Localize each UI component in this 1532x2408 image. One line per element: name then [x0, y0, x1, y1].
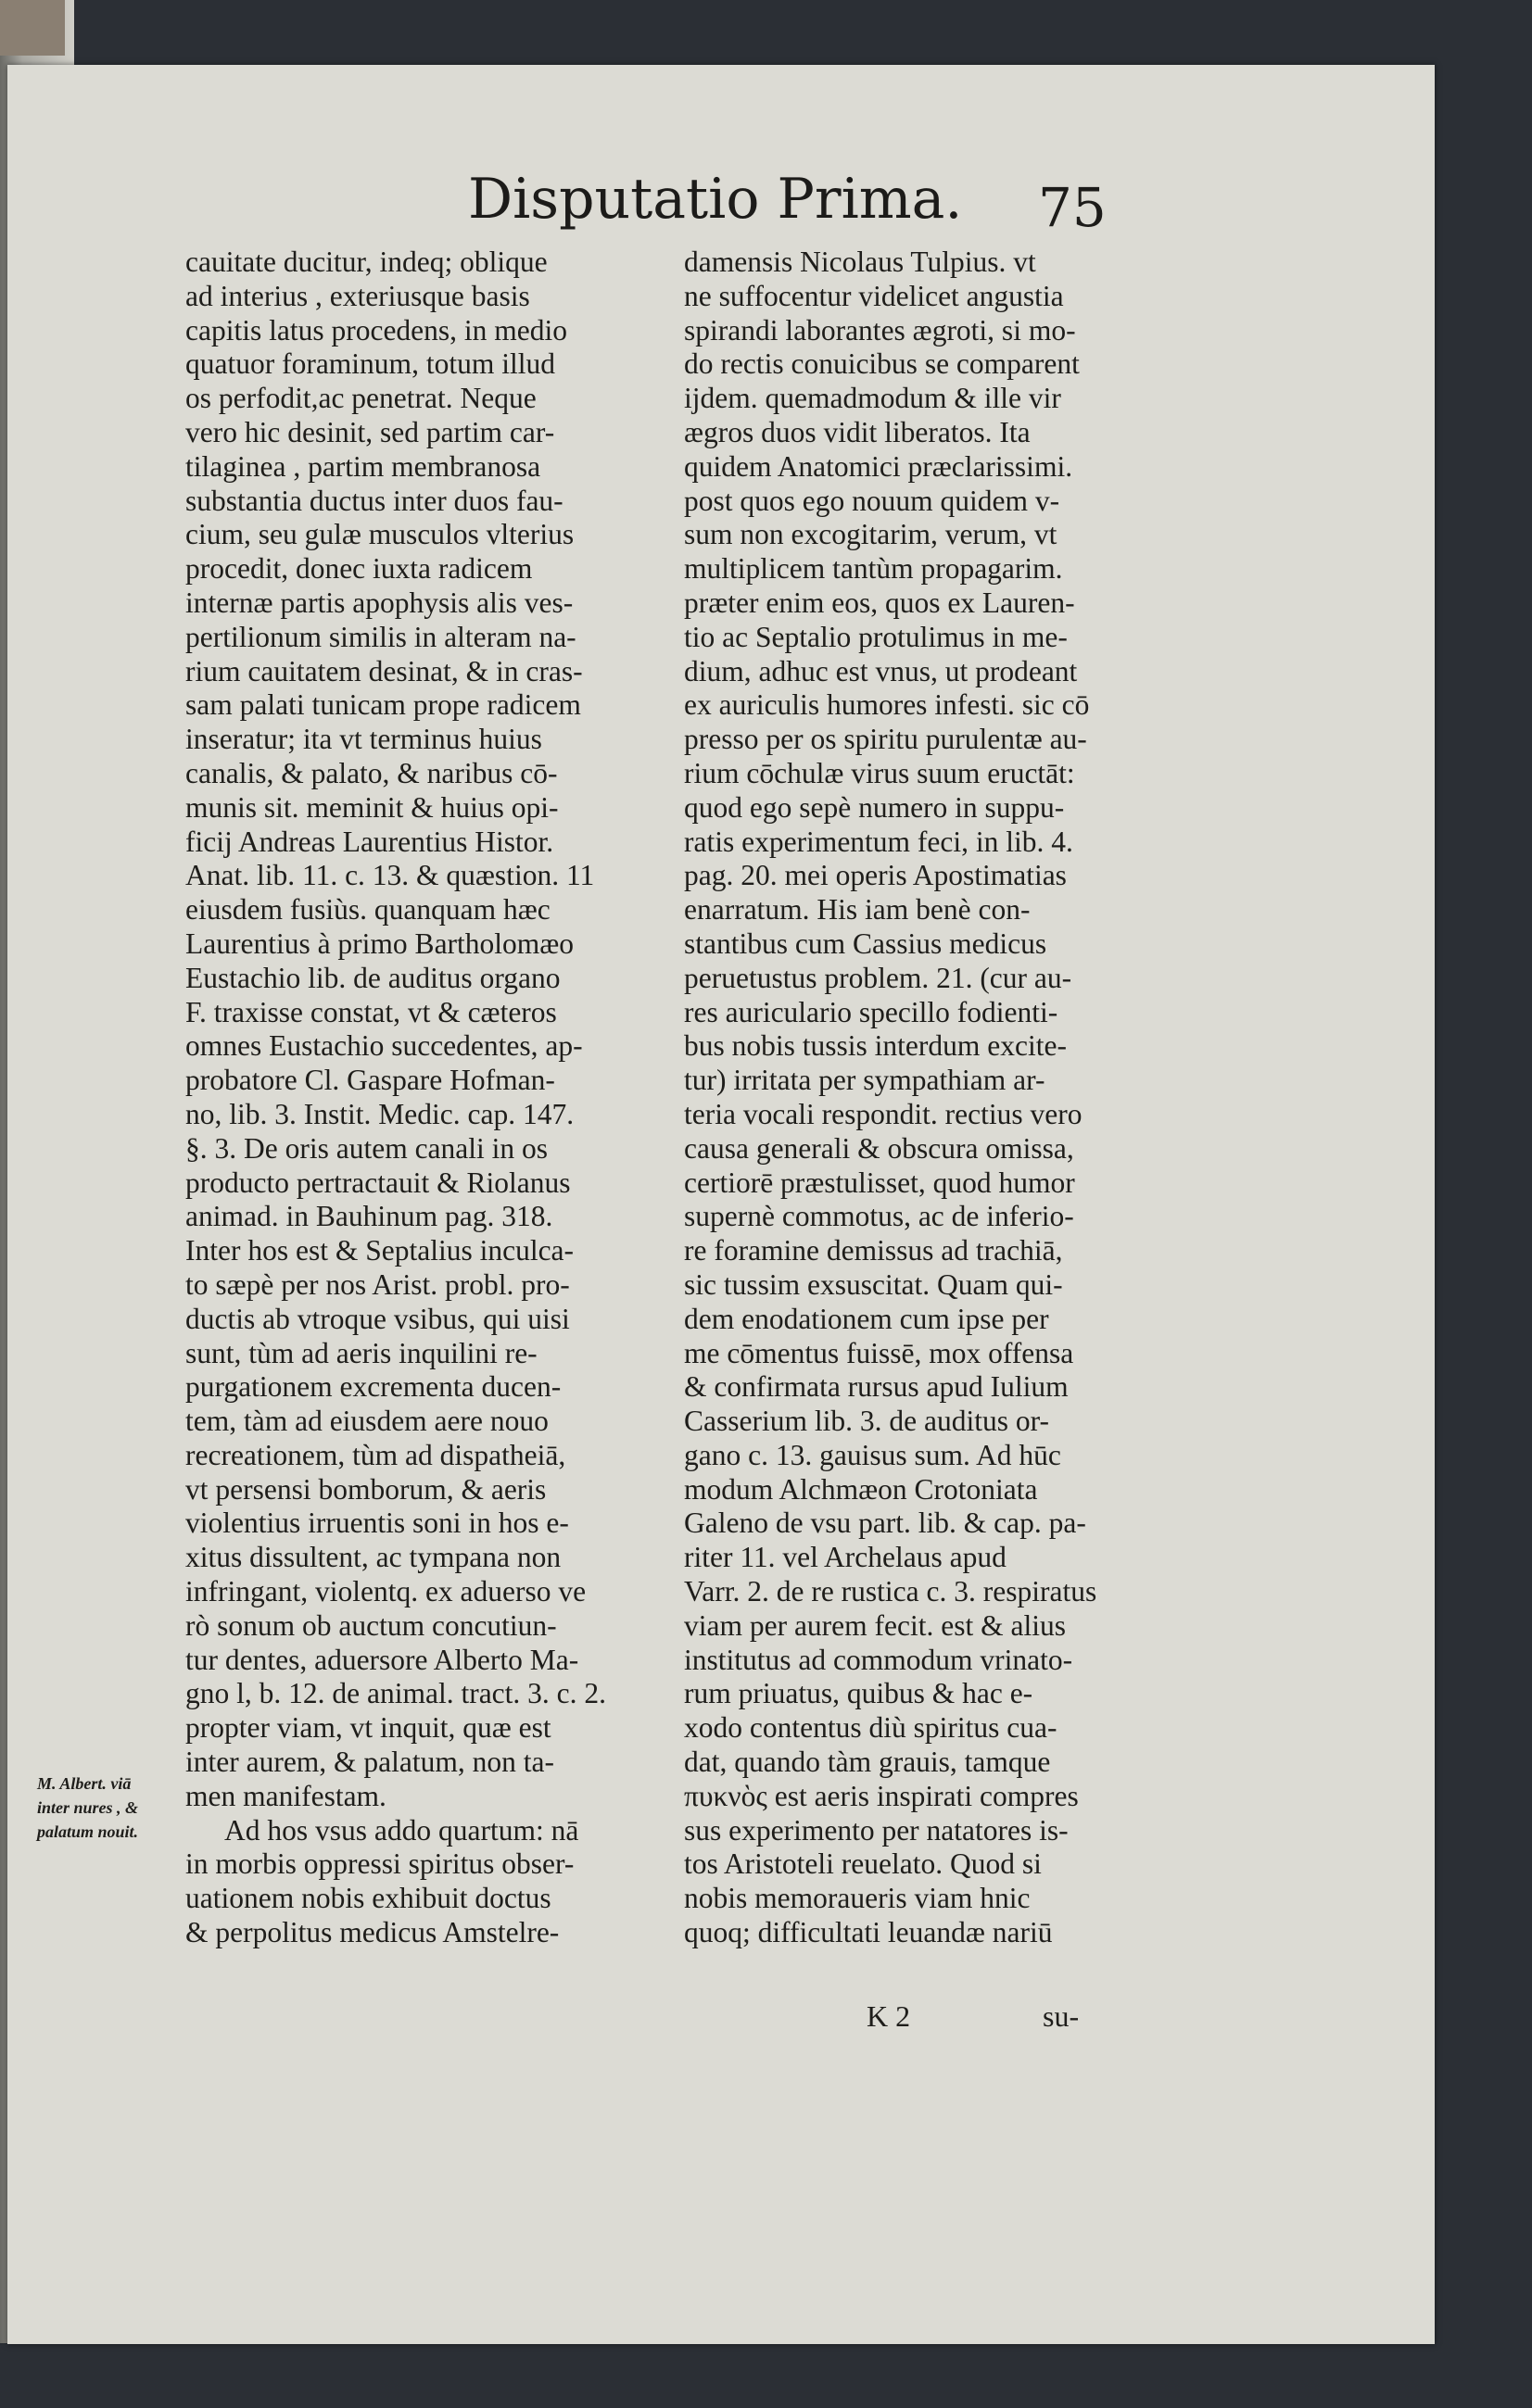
text-line: munis sit. meminit & huius opi-: [185, 790, 559, 824]
text-line: damensis Nicolaus Tulpius. vt: [684, 246, 1036, 278]
text-line: riter 11. vel Archelaus apud: [684, 1541, 1007, 1574]
text-line: institutus ad commodum vrinato-: [684, 1643, 1073, 1676]
text-line: ex auriculis humores infesti. sic cō: [684, 688, 1090, 722]
right-text-column: [684, 246, 1138, 1950]
text-line: tilaginea , partim membranosa: [185, 449, 541, 483]
text-line: quod ego sepè numero in suppu-: [684, 790, 1065, 824]
text-line: sus experimento per natatores is-: [684, 1813, 1069, 1847]
text-line: viam per aurem fecit. est & alius: [684, 1608, 1066, 1642]
text-line: ne suffocentur videlicet angustia: [684, 279, 1064, 312]
text-line: bus nobis tussis interdum excite-: [684, 1029, 1067, 1063]
text-line: in morbis oppressi spiritus obser-: [185, 1847, 575, 1881]
text-line: stantibus cum Cassius medicus: [684, 927, 1047, 960]
catchword: su-: [1043, 1999, 1080, 2033]
text-line: purgationem excrementa ducen-: [185, 1370, 562, 1404]
text-line: omnes Eustachio succedentes, ap-: [185, 1029, 583, 1063]
text-line: supernè commotus, ac de inferio-: [684, 1200, 1074, 1233]
text-line: πυκνὸς est aeris inspirati compres: [684, 1779, 1079, 1812]
text-line: sic tussim exsuscitat. Quam qui-: [684, 1267, 1063, 1301]
text-line: os perfodit,ac penetrat. Neque: [185, 382, 537, 415]
text-line: spirandi laborantes ægroti, si mo-: [684, 313, 1076, 347]
text-line: canalis, & palato, & naribus cō-: [185, 756, 558, 789]
text-line: recreationem, tùm ad dispatheiā,: [185, 1438, 566, 1471]
text-line: ficij Andreas Laurentius Histor.: [185, 825, 554, 858]
text-line: teria vocali respondit. rectius vero: [684, 1097, 1083, 1130]
text-line: gno l, b. 12. de animal. tract. 3. c. 2.: [185, 1677, 607, 1710]
text-line: propter viam, vt inquit, quæ est: [185, 1711, 551, 1745]
text-line: quidem Anatomici præclarissimi.: [684, 449, 1073, 483]
text-line: ijdem. quemadmodum & ille vir: [684, 382, 1061, 415]
text-line: F. traxisse constat, vt & cæteros: [185, 995, 557, 1028]
text-line: uationem nobis exhibuit doctus: [185, 1882, 551, 1915]
text-line: presso per os spiritu purulentæ au-: [684, 723, 1087, 756]
text-line: capitis latus procedens, in medio: [185, 313, 568, 347]
text-line: probatore Cl. Gaspare Hofman-: [185, 1064, 555, 1097]
margin-note: [37, 1771, 185, 1844]
text-line: quoq; difficultati leuandæ nariū: [684, 1916, 1053, 1949]
text-line: producto pertractauit & Riolanus: [185, 1166, 571, 1199]
text-line: sam palati tunicam prope radicem: [185, 688, 581, 722]
text-line: tur) irritata per sympathiam ar-: [684, 1064, 1045, 1097]
text-line: Eustachio lib. de auditus organo: [185, 961, 561, 994]
text-line: violentius irruentis soni in hos e-: [185, 1507, 569, 1540]
text-line: & confirmata rursus apud Iulium: [684, 1370, 1069, 1404]
left-text-column: [185, 246, 639, 1950]
text-line: rum priuatus, quibus & hac e-: [684, 1677, 1033, 1710]
text-line: tem, tàm ad eiusdem aere nouo: [185, 1405, 549, 1438]
text-line: xodo contentus diù spiritus cua-: [684, 1711, 1057, 1745]
text-line: pag. 20. mei operis Apostimatias: [684, 859, 1067, 892]
text-line: rium cōchulæ virus suum eructāt:: [684, 756, 1075, 789]
text-line: pertilionum similis in alteram na-: [185, 620, 576, 653]
text-line: cauitate ducitur, indeq; oblique: [185, 246, 548, 278]
text-line: Laurentius à primo Bartholomæo: [185, 927, 575, 960]
text-line: res auriculario specillo fodienti-: [684, 995, 1058, 1028]
margin-note-line: palatum nouit.: [37, 1822, 139, 1841]
text-line: modum Alchmæon Crotoniata: [684, 1472, 1038, 1506]
text-line: to sæpè per nos Arist. probl. pro-: [185, 1267, 570, 1301]
text-line: post quos ego nouum quidem v-: [684, 484, 1060, 517]
text-line: Galeno de vsu part. lib. & cap. pa-: [684, 1507, 1086, 1540]
text-line: Anat. lib. 11. c. 13. & quæstion. 11: [185, 859, 595, 892]
text-line: dat, quando tàm grauis, tamque: [684, 1746, 1051, 1779]
signature-mark: K 2: [867, 1999, 911, 2033]
text-line: tos Aristoteli reuelato. Quod si: [684, 1847, 1042, 1881]
text-line: re foramine demissus ad trachiā,: [684, 1234, 1063, 1267]
text-line: multiplicem tantùm propagarim.: [684, 552, 1063, 586]
text-line: gano c. 13. gauisus sum. Ad hūc: [684, 1438, 1061, 1471]
text-line: do rectis conuicibus se comparent: [684, 347, 1080, 381]
text-line: sum non excogitarim, verum, vt: [684, 518, 1057, 551]
page-number: 75: [1038, 176, 1107, 239]
text-line: internæ partis apophysis alis ves-: [185, 586, 574, 619]
text-line: dium, adhuc est vnus, ut prodeant: [684, 654, 1078, 687]
text-line: inseratur; ita vt terminus huius: [185, 723, 542, 756]
text-line: Ad hos vsus addo quartum: nā: [224, 1813, 579, 1847]
text-line: cium, seu gulæ musculos vlterius: [185, 518, 575, 551]
text-line: ratis experimentum feci, in lib. 4.: [684, 825, 1073, 858]
text-line: & perpolitus medicus Amstelre-: [185, 1916, 560, 1949]
text-line: xitus dissultent, ac tympana non: [185, 1541, 562, 1574]
text-line: Inter hos est & Septalius inculca-: [185, 1234, 575, 1267]
text-line: procedit, donec iuxta radicem: [185, 552, 533, 586]
text-line: animad. in Bauhinum pag. 318.: [185, 1200, 553, 1233]
text-line: sunt, tùm ad aeris inquilini re-: [185, 1336, 538, 1369]
margin-note-line: inter nures , &: [37, 1798, 139, 1817]
text-line: certiorē præstulisset, quod humor: [684, 1166, 1075, 1199]
text-line: præter enim eos, quos ex Lauren-: [684, 586, 1075, 619]
text-line: nobis memoraueris viam hnic: [684, 1882, 1031, 1915]
binding-corner: [0, 0, 65, 56]
text-line: men manifestam.: [185, 1779, 386, 1812]
text-line: peruetustus problem. 21. (cur au-: [684, 961, 1072, 994]
margin-note-line: M. Albert. viā: [37, 1774, 132, 1793]
text-line: ad interius , exteriusque basis: [185, 279, 530, 312]
text-line: infringant, violentq. ex aduerso ve: [185, 1575, 587, 1608]
text-line: tio ac Septalio protulimus in me-: [684, 620, 1068, 653]
text-line: rium cauitatem desinat, & in cras-: [185, 654, 583, 687]
text-line: tur dentes, aduersore Alberto Ma-: [185, 1643, 579, 1676]
text-line: inter aurem, & palatum, non ta-: [185, 1746, 554, 1779]
text-line: vt persensi bomborum, & aeris: [185, 1472, 547, 1506]
text-line: enarratum. His iam benè con-: [684, 893, 1031, 927]
text-line: ægros duos vidit liberatos. Ita: [684, 415, 1031, 448]
text-line: Varr. 2. de re rustica c. 3. respiratus: [684, 1575, 1097, 1608]
text-line: causa generali & obscura omissa,: [684, 1131, 1074, 1165]
text-line: dem enodationem cum ipse per: [684, 1302, 1049, 1335]
text-line: me cōmentus fuissē, mox offensa: [684, 1336, 1074, 1369]
running-head: Disputatio Prima.: [468, 167, 963, 232]
text-line: no, lib. 3. Instit. Medic. cap. 147.: [185, 1097, 575, 1130]
text-line: vero hic desinit, sed partim car-: [185, 415, 555, 448]
text-line: rò sonum ob auctum concutiun-: [185, 1608, 557, 1642]
text-line: Casserium lib. 3. de auditus or-: [684, 1405, 1049, 1438]
text-line: eiusdem fusiùs. quanquam hæc: [185, 893, 551, 927]
text-line: ductis ab vtroque vsibus, qui uisi: [185, 1302, 570, 1335]
text-line: quatuor foraminum, totum illud: [185, 347, 555, 381]
text-line: §. 3. De oris autem canali in os: [185, 1131, 549, 1165]
text-line: substantia ductus inter duos fau-: [185, 484, 563, 517]
